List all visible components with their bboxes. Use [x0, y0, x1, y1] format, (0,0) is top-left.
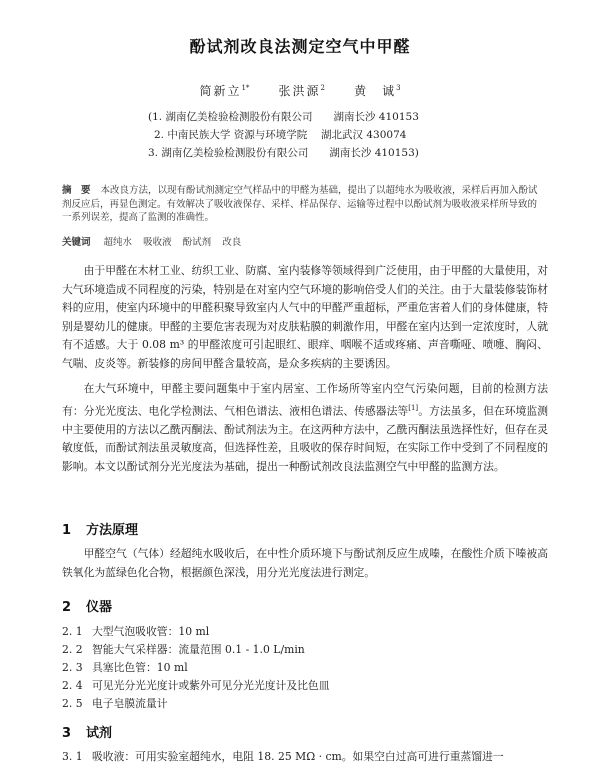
affiliation-2: 2. 中南民族大学 资源与环境学院 湖北武汉 430074 — [154, 129, 407, 141]
list-item — [62, 624, 209, 639]
author-mark: 2 — [320, 84, 325, 92]
item-number: 2. 4 — [62, 679, 83, 692]
intro-paragraph-2-cont: 。方法虽多，但在环境监测中主要使用的方法以乙酰丙酮法、酚试剂法为主。在这两种方法中，乙酰丙酮法虽选择性好，但存在灵敏度低，而酚试剂法虽灵敏度高，但选择性差，且吸收的保存时间短，在实际工作中受到了不同程度的影响。本文以酚试剂分光光度法为基础，提出一种酚试剂改良法监测空气中甲醛的监测方法。 — [62, 404, 549, 473]
keywords — [62, 236, 542, 249]
item-number: 2. 1 — [62, 625, 83, 638]
item-text: 可见光分光光度计或紫外可见分光光度计及比色皿 — [92, 679, 330, 692]
section-number: 1 — [62, 523, 72, 538]
section-title: 仪器 — [86, 600, 113, 615]
keyword: 超纯水 — [103, 237, 133, 248]
list-item — [62, 749, 504, 764]
keyword: 改良 — [222, 237, 242, 248]
keywords-label: 关键词 — [62, 237, 91, 248]
intro-paragraph-2 — [62, 380, 548, 477]
item-text: 电子皂膜流量计 — [92, 697, 168, 710]
item-number: 3. 1 — [62, 750, 83, 763]
affiliation-3: 3. 湖南亿美检验检测股份有限公司 湖南长沙 410153) — [148, 147, 419, 159]
section-heading-1 — [62, 519, 138, 538]
section-number: 3 — [62, 726, 72, 741]
item-text: 大型气泡吸收管：10 ml — [92, 625, 210, 638]
section-title: 试剂 — [86, 726, 113, 741]
section-heading-2 — [62, 596, 112, 615]
section-number: 2 — [62, 600, 72, 615]
abstract-text: 本改良方法，以现有酚试剂测定空气样品中的甲醛为基础，提出了以超纯水为吸收液，采样后再加入酚试剂反应后，再显色测定。有效解决了吸收液保存、采样、样品保存、运输等过程中以酚试剂为吸收液采样所导致的一系列误差，提高了监测的准确性。 — [62, 185, 538, 223]
item-text: 智能大气采样器：流量范围 0.1 - 1.0 L/min — [92, 643, 305, 656]
keyword: 酚试剂 — [182, 237, 212, 248]
list-item — [62, 642, 305, 657]
item-number: 2. 5 — [62, 697, 83, 710]
item-text: 吸收液：可用实验室超纯水，电阻 18. 25 MΩ · cm。如果空白过高可进行重蒸馏进一 — [92, 750, 504, 763]
affiliation-1: (1. 湖南亿美检验检测股份有限公司 湖南长沙 410153 — [148, 111, 419, 123]
section-1-paragraph: 甲醛空气（气体）经超纯水吸收后，在中性介质环境下与酚试剂反应生成嗪，在酸性介质下嗪被高铁氧化为蓝绿色化合物，根据颜色深浅，用分光光度法进行测定。 — [62, 547, 548, 579]
list-item — [62, 696, 168, 711]
abstract-label: 摘 要 — [62, 185, 91, 196]
citation-ref: [1] — [408, 403, 419, 412]
section-heading-3 — [62, 722, 112, 741]
author-mark: 3 — [396, 84, 401, 92]
author-name: 简新立 — [199, 84, 242, 98]
author-mark: 1* — [241, 84, 250, 92]
list-item — [62, 678, 330, 693]
item-number: 2. 2 — [62, 643, 83, 656]
paper-title: 酚试剂改良法测定空气中甲醛 — [189, 37, 411, 56]
list-item — [62, 660, 188, 675]
intro-paragraph-1: 由于甲醛在木材工业、纺织工业、防腐、室内装修等领域得到广泛使用，由于甲醛的大量使用，对大气环境造成不同程度的污染，特别是在对室内空气环境的影响倍受人们的关注。由于大量装修装饰材料的应用，使室内环境中的甲醛积聚导致室内人气中的甲醛严重超标，严重危害着人们的身体健康，特别是婴幼儿的健康。甲醛的主要危害表现为对皮肤粘膜的刺激作用，甲醛在室内达到一定浓度时，人就有不适感。大于 0.08 m³ 的甲醛浓度可引起眼红、眼痒、咽喉不适或疼痛、声音嘶哑、喷嚏、胸闷、气喘、皮炎等。新装修的房间甲醛含量较高，是众多疾病的主要诱因。 — [62, 264, 548, 370]
keyword: 吸收液 — [143, 237, 172, 248]
author-name: 黄 诚 — [354, 84, 397, 98]
abstract — [62, 184, 542, 225]
author-line — [0, 82, 600, 99]
section-title: 方法原理 — [86, 523, 139, 538]
author-name: 张洪源 — [278, 84, 321, 98]
item-text: 具塞比色管：10 ml — [92, 661, 188, 674]
intro-paragraph-2-text: 在大气环境中，甲醛主要问题集中于室内居室、工作场所等室内空气污染问题，目前的检测方法有：分光光度法、电化学检测法、气相色谱法、液相色谱法、传感器法等 — [62, 382, 548, 418]
item-number: 2. 3 — [62, 661, 83, 674]
